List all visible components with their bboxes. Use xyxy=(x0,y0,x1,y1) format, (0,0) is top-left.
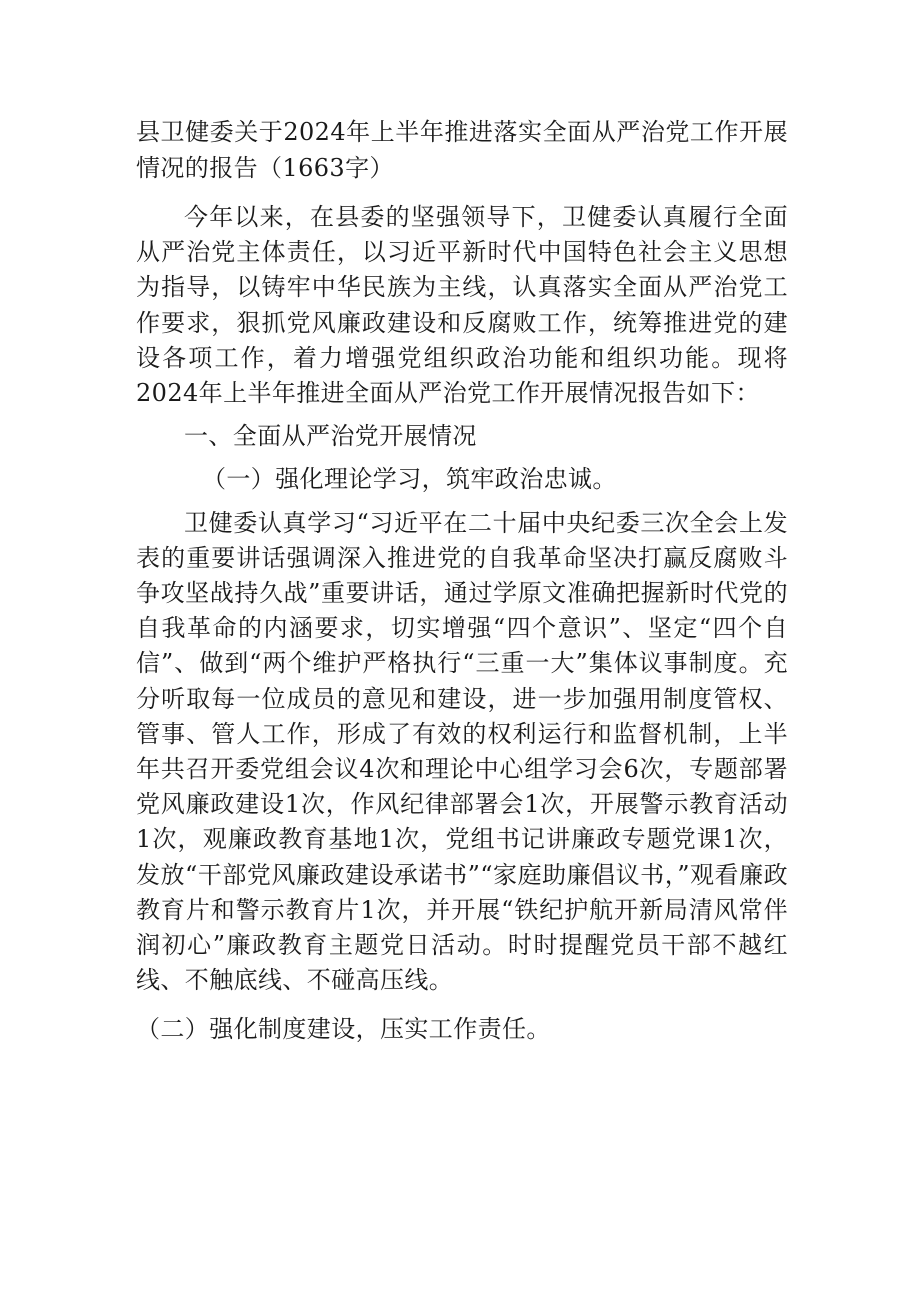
section-heading-1: 一、全面从严治党开展情况 xyxy=(184,422,477,451)
intro-paragraph: 今年以来，在县委的坚强领导下，卫健委认真履行全面从严治党主体责任，以习近平新时代中国特色社会主义思想为指导，以铸牢中华民族为主线，认真落实全面从严治党工作要求，狠抓党风廉政建设和反腐败工作，统筹推进党的建设各项工作，着力增强党组织政治功能和组织功能。现将2024年上半年推进全面从严治党工作开展情况报告如下： xyxy=(136,203,788,408)
document-body xyxy=(136,114,788,1048)
subsection-1-body: 卫健委认真学习“习近平在二十届中央纪委三次全会上发表的重要讲话强调深入推进党的自我革命坚决打赢反腐败斗争攻坚战持久战”重要讲话，通过学原文准确把握新时代党的自我革命的内涵要求，切实增强“四个意识”、坚定“四个自信”、做到“两个维护严格执行“三重一大”集体议事制度。充分听取每一位成员的意见和建设，进一步加强用制度管权、管事、管人工作，形成了有效的权利运行和监督机制，上半年共召开委党组会议4次和理论中心组学习会6次，专题部署党风廉政建设1次，作风纪律部署会1次，开展警示教育活动1次，观廉政教育基地1次，党组书记讲廉政专题党课1次，发放“干部党风廉政建设承诺书”“家庭助廉倡议书，”观看廉政教育片和警示教育片1次，并开展“铁纪护航开新局清风常伴润初心”廉政教育主题党日活动。时时提醒党员干部不越红线、不触底线、不碰高压线。 xyxy=(136,508,788,995)
document-title: 县卫健委关于2024年上半年推进落实全面从严治党工作开展情况的报告（1663字） xyxy=(136,118,788,182)
subsection-heading-2: （二）强化制度建设，压实工作责任。 xyxy=(136,1015,551,1044)
subsection-heading-1: （一）强化理论学习，筑牢政治忠诚。 xyxy=(202,465,617,494)
